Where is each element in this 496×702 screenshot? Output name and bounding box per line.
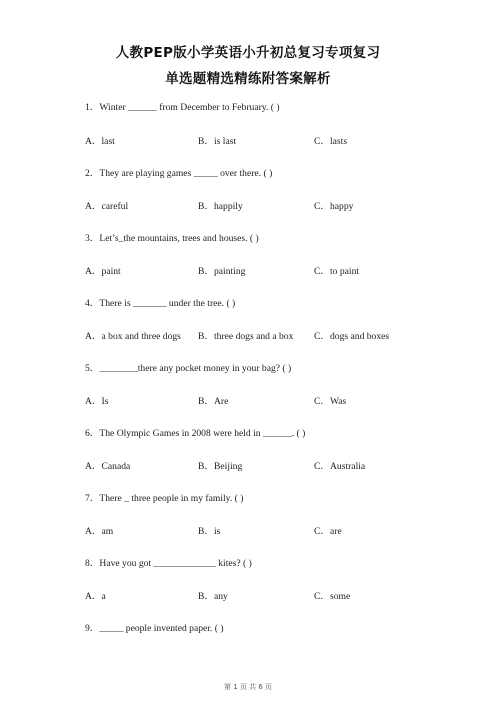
question-2-option-b: B．happily [198,201,243,212]
question-3-option-b: B．painting [198,266,246,277]
document-subtitle: 单选题精选精练附答案解析 [165,71,331,87]
question-7-option-c: C．are [314,526,342,537]
question-5-option-c: C．Was [314,396,347,407]
question-2-option-c: C．happy [314,201,354,212]
question-4-option-b: B．three dogs and a box [198,331,294,342]
question-3-option-c: C．to paint [314,266,360,277]
question-2: 2．They are playing games _____ over there. ( ) [85,168,273,179]
question-8: 8．Have you got _____________ kites? ( ) [85,558,252,569]
question-5-option-b: B．Are [198,396,229,407]
question-9: 9．_____ people invented paper. ( ) [85,623,224,634]
question-7-option-a: A．am [85,526,114,537]
document-title: 人教PEP版小学英语小升初总复习专项复习 [115,45,381,61]
question-1: 1．Winter ______ from December to February. ( ) [85,102,280,113]
question-7: 7．There _ three people in my family. ( ) [85,493,244,504]
question-5-option-a: A．Is [85,396,109,407]
question-4-option-c: C．dogs and boxes [314,331,390,342]
question-1-option-a: A．last [85,136,115,147]
question-8-option-b: B．any [198,591,228,602]
question-1-option-b: B．is last [198,136,237,147]
question-3: 3．Let’s_the mountains, trees and houses. ( ) [85,233,259,244]
question-6: 6．The Olympic Games in 2008 were held in ______. ( ) [85,428,306,439]
question-6-option-b: B．Beijing [198,461,243,472]
question-8-option-c: C．some [314,591,351,602]
question-2-option-a: A．careful [85,201,129,212]
question-3-option-a: A．paint [85,266,121,277]
page-footer: 第 1 页 共 6 页 [223,683,273,691]
question-8-option-a: A．a [85,591,106,602]
question-6-option-a: A．Canada [85,461,131,472]
question-1-option-c: C．lasts [314,136,348,147]
question-4-option-a: A．a box and three dogs [85,331,181,342]
question-6-option-c: C．Australia [314,461,366,472]
question-4: 4．There is _______ under the tree. ( ) [85,298,236,309]
question-7-option-b: B．is [198,526,221,537]
question-5: 5．________there any pocket money in your bag? ( ) [85,363,292,374]
